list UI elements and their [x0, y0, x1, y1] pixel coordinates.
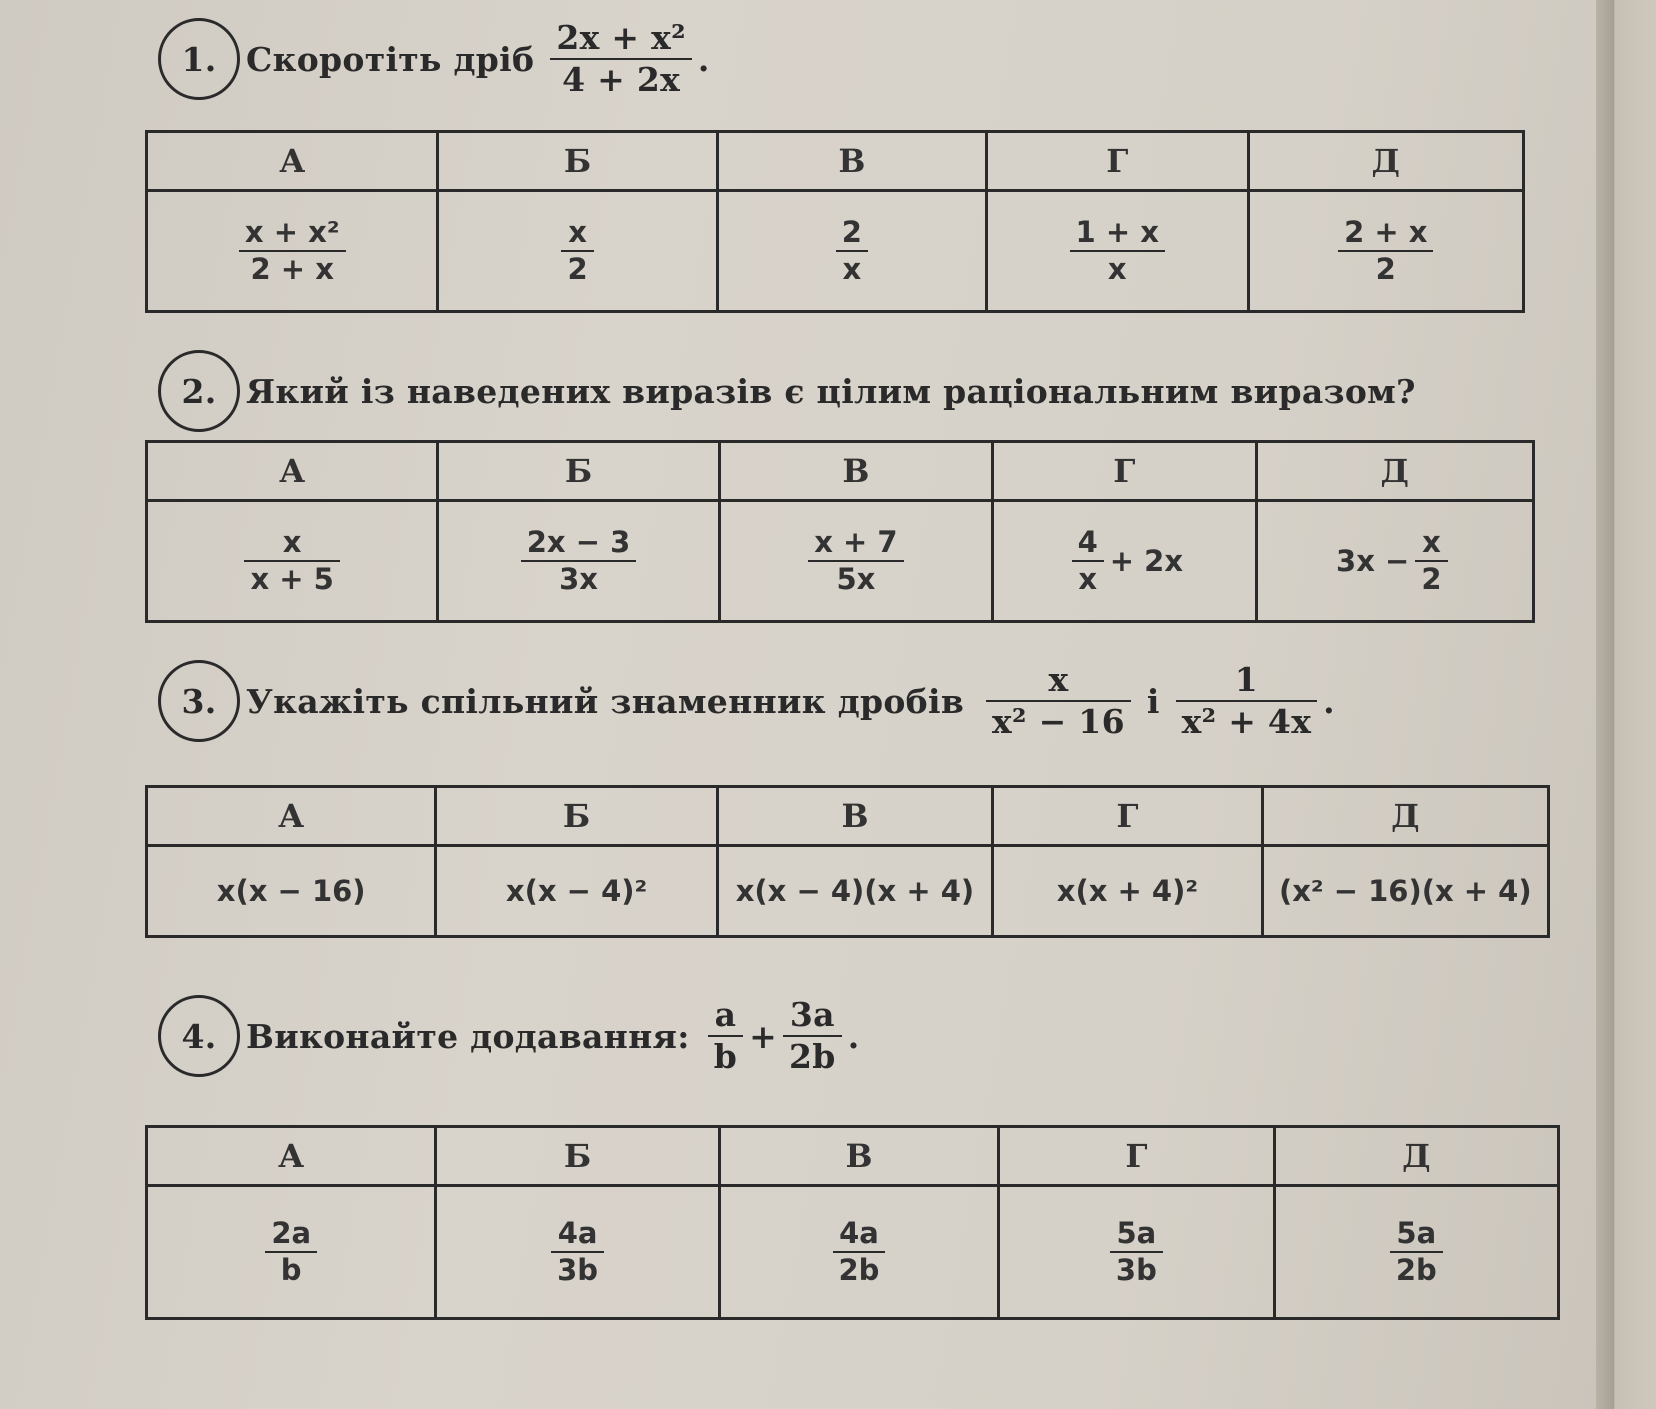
- question-fraction: [986, 660, 1131, 741]
- answer-cell[interactable]: [717, 191, 986, 312]
- fraction-numerator: 4: [1077, 525, 1098, 560]
- fraction-denominator: 3b: [1115, 1253, 1157, 1287]
- fraction-numerator: 2 + x: [1344, 215, 1428, 250]
- fraction-denominator: 2b: [1395, 1253, 1437, 1287]
- question-fraction: [550, 18, 692, 99]
- question-3: [168, 660, 1335, 742]
- question-4: [168, 995, 859, 1077]
- option-letter: Г: [999, 1127, 1274, 1186]
- option-letter: Б: [436, 1127, 719, 1186]
- answer-cell[interactable]: x(x − 4)(x + 4): [717, 846, 992, 937]
- answer-table-2: [145, 440, 1535, 623]
- answer-cell[interactable]: [1256, 501, 1533, 622]
- question-text: Укажіть спільний знаменник дробів: [246, 681, 965, 721]
- option-letter: А: [147, 1127, 436, 1186]
- fraction-numerator: x: [1422, 525, 1441, 560]
- answer-cell[interactable]: [147, 1186, 436, 1319]
- option-letter: А: [147, 787, 436, 846]
- answer-cell[interactable]: [719, 501, 992, 622]
- fraction-denominator: 3b: [557, 1253, 599, 1287]
- fraction-denominator: 3x: [559, 562, 598, 596]
- question-2: [168, 350, 1416, 432]
- fraction-denominator: 4 + 2x: [562, 60, 681, 99]
- question-tail: .: [1323, 681, 1335, 721]
- fraction-numerator: x: [282, 525, 302, 560]
- fraction-denominator: 2 + x: [250, 252, 334, 286]
- option-letter: В: [719, 442, 992, 501]
- fraction-numerator: 2x − 3: [526, 525, 631, 560]
- fraction-numerator: 4a: [557, 1216, 598, 1251]
- answer-cell[interactable]: [1274, 1186, 1558, 1319]
- answer-cell[interactable]: [999, 1186, 1274, 1319]
- fraction-numerator: 1: [1234, 660, 1259, 700]
- answer-cell[interactable]: x(x − 16): [147, 846, 436, 937]
- fraction-denominator: 5x: [836, 562, 876, 596]
- option-letter: Г: [993, 442, 1256, 501]
- option-letter: Б: [436, 787, 717, 846]
- fraction-numerator: 5a: [1396, 1216, 1437, 1251]
- fraction-numerator: 1 + x: [1075, 215, 1159, 250]
- option-letter: В: [717, 132, 986, 191]
- fraction-denominator: 2: [1375, 252, 1396, 286]
- question-fraction: [1176, 660, 1318, 741]
- option-letter: Г: [993, 787, 1262, 846]
- fraction-denominator: 2b: [789, 1037, 836, 1076]
- answer-cell[interactable]: [438, 191, 717, 312]
- joiner-text: і: [1146, 681, 1160, 721]
- answer-cell[interactable]: [147, 191, 438, 312]
- fraction-denominator: x: [1078, 562, 1098, 596]
- question-number: 3.: [158, 660, 240, 742]
- question-number: 2.: [158, 350, 240, 432]
- question-fraction: [783, 995, 842, 1076]
- option-letter: Д: [1248, 132, 1524, 191]
- page-edge: [1596, 0, 1656, 1409]
- answer-cell[interactable]: x(x − 4)²: [436, 846, 717, 937]
- fraction-numerator: x: [1048, 660, 1069, 700]
- option-letter: Д: [1274, 1127, 1558, 1186]
- answer-cell[interactable]: [1248, 191, 1524, 312]
- question-tail: .: [847, 1016, 860, 1056]
- fraction-denominator: x² − 16: [992, 702, 1125, 741]
- question-text: Який із наведених виразів є цілим раціональним виразом?: [246, 371, 1416, 411]
- fraction-numerator: 2x + x²: [556, 18, 686, 58]
- fraction-denominator: 2: [1421, 562, 1442, 596]
- question-tail: .: [697, 39, 710, 79]
- option-letter: Г: [986, 132, 1248, 191]
- answer-cell[interactable]: (x² − 16)(x + 4): [1262, 846, 1548, 937]
- fraction-denominator: 2b: [838, 1253, 880, 1287]
- fraction-numerator: 4a: [839, 1216, 879, 1251]
- fraction-numerator: 2a: [271, 1216, 312, 1251]
- answer-cell[interactable]: [719, 1186, 998, 1319]
- fraction-numerator: x: [568, 215, 587, 250]
- option-letter: Д: [1262, 787, 1548, 846]
- answer-cell[interactable]: [438, 501, 719, 622]
- fraction-denominator: 2: [567, 252, 588, 286]
- fraction-numerator: 2: [841, 215, 862, 250]
- fraction-denominator: x: [1107, 252, 1127, 286]
- fraction-denominator: x: [842, 252, 862, 286]
- answer-cell[interactable]: [993, 501, 1256, 622]
- fraction-numerator: 3a: [789, 995, 835, 1035]
- option-letter: А: [147, 132, 438, 191]
- answer-cell[interactable]: [147, 501, 438, 622]
- question-1: [168, 18, 710, 100]
- question-text: Виконайте додавання:: [246, 1016, 690, 1056]
- option-letter: Д: [1256, 442, 1533, 501]
- fraction-denominator: x² + 4x: [1181, 702, 1312, 741]
- expression-prefix: 3x −: [1336, 544, 1410, 578]
- fraction-numerator: x + x²: [244, 215, 340, 250]
- question-number: 4.: [158, 995, 240, 1077]
- fraction-numerator: 5a: [1116, 1216, 1157, 1251]
- answer-table-1: [145, 130, 1525, 313]
- fraction-numerator: a: [714, 995, 737, 1035]
- answer-cell[interactable]: [436, 1186, 719, 1319]
- question-fraction: [708, 995, 743, 1076]
- joiner-text: +: [749, 1016, 778, 1056]
- option-letter: В: [719, 1127, 998, 1186]
- fraction-numerator: x + 7: [814, 525, 898, 560]
- option-letter: Б: [438, 132, 717, 191]
- option-letter: В: [717, 787, 992, 846]
- question-number: 1.: [158, 18, 240, 100]
- option-letter: Б: [438, 442, 719, 501]
- answer-cell[interactable]: x(x + 4)²: [993, 846, 1262, 937]
- fraction-denominator: b: [280, 1253, 302, 1287]
- answer-table-4: [145, 1125, 1560, 1320]
- answer-cell[interactable]: [986, 191, 1248, 312]
- answer-table-3: [145, 785, 1550, 938]
- question-text: Скоротіть дріб: [246, 39, 535, 79]
- option-letter: А: [147, 442, 438, 501]
- fraction-denominator: b: [713, 1037, 738, 1076]
- fraction-denominator: x + 5: [250, 562, 334, 596]
- expression-suffix: + 2x: [1109, 544, 1184, 578]
